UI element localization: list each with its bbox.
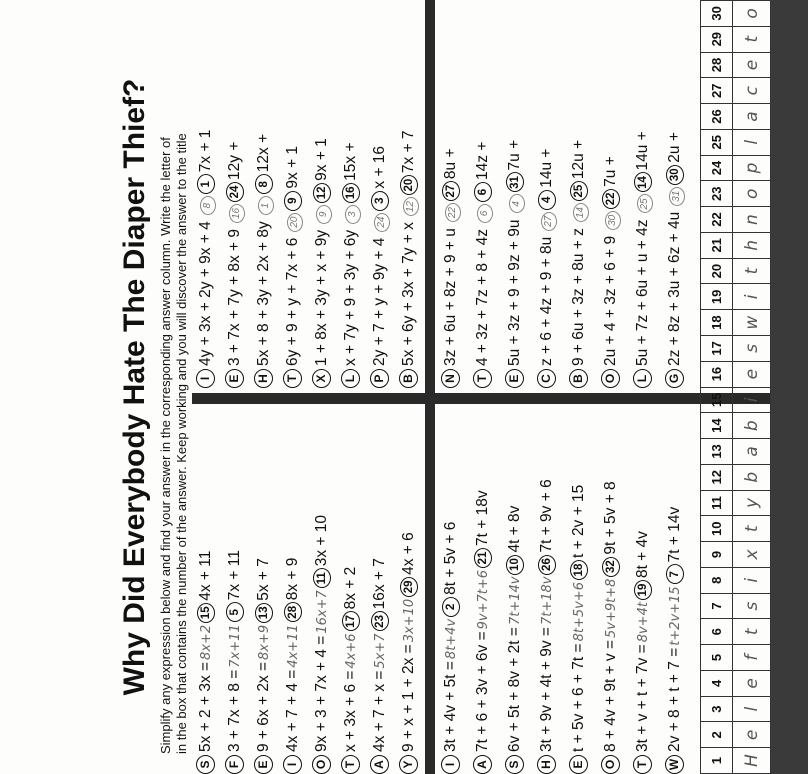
grid-number-cell: 30 [701,1,733,27]
grid-number-cell: 8 [701,567,733,593]
problem-expression: 9 + 6u + 3z + 8u + z [570,228,587,366]
problem-row [505,506,525,774]
problem-expression: t + 5v + 6 + 7t = [570,643,587,752]
problem-expression: 9 + 6x + 2x = [255,661,272,752]
grid-letter-cell[interactable]: e [733,670,770,696]
grid-dark-cell [770,670,807,696]
answer-number-circle: 18 [570,560,588,580]
grid-dark-cell [770,232,807,258]
grid-letter-cell[interactable]: l [733,696,770,722]
problem-letter-circle: X [312,369,331,388]
grid-dark-cell [770,26,807,52]
grid-letter-cell[interactable]: i [733,387,770,413]
problem-letter-circle: H [254,369,273,388]
answer-expression: 4x + 11 [197,550,214,601]
problem-row [225,550,245,774]
problem-row [399,130,419,388]
handwritten-answer-tag: 4 [509,194,525,213]
grid-dark-cell [770,1,807,27]
problem-row [601,156,621,388]
grid-letter-cell[interactable]: e [733,52,770,78]
problem-expression: x + 3x + 6 = [342,670,359,752]
answer-expression: 5x + 7 [255,558,272,601]
problem-expression: 3 + 7x + 7y + 8x + 9 [226,228,243,366]
answer-number-circle: 32 [602,557,620,577]
problem-letter-circle: A [473,755,492,774]
grid-dark-cell [770,567,807,593]
grid-letter-cell[interactable]: a [733,104,770,130]
handwritten-answer-tag: 8 [200,196,216,215]
problem-letter-circle: S [196,755,215,774]
answer-expression: 8u + [442,148,459,180]
grid-dark-cell [770,516,807,542]
answer-number-circle: 12 [313,183,331,203]
grid-number-cell: 25 [701,129,733,155]
problem-letter-circle: C [537,369,556,388]
grid-number-cell: 10 [701,516,733,542]
problem-expression: 6y + 9 + y + 7x + 6 [284,237,301,366]
handwritten-answer-tag: 25 [637,194,653,213]
answer-number-circle: 8 [255,174,273,194]
grid-dark-cell [770,310,807,336]
problem-row [196,130,216,388]
answer-expression: 7x + 1 [197,129,214,173]
problem-letter-circle: I [441,755,460,774]
grid-number-row [701,1,733,774]
handwritten-answer-tag: 1 [258,196,274,215]
handwritten-work: 4x+11 [286,624,301,668]
answer-expression: 8t + 4v [634,531,651,579]
grid-letter-cell[interactable]: a [733,439,770,465]
grid-letter-cell[interactable]: b [733,464,770,490]
problem-row [505,140,525,388]
problem-row [341,143,361,389]
problem-row [473,142,493,388]
answer-expression: 9x + 1 [284,145,301,189]
problem-letter-circle: E [254,755,273,774]
grid-dark-cell [770,284,807,310]
grid-letter-cell[interactable]: h [733,232,770,258]
grid-dark-cell [770,696,807,722]
grid-dark-cell [770,387,807,413]
problem-letter-circle: I [283,755,302,774]
grid-number-cell: 6 [701,619,733,645]
handwritten-answer-tag: 22 [445,203,461,222]
grid-number-cell: 28 [701,52,733,78]
grid-dark-cell [770,52,807,78]
problem-row [633,131,653,388]
problem-row [441,522,461,774]
problem-row [665,507,685,774]
handwritten-answer-tag: 6 [477,204,493,223]
answer-number-circle: 25 [570,181,588,201]
grid-number-cell: 15 [701,387,733,413]
handwritten-work: 5x+7 [373,633,388,669]
answer-number-circle: 22 [602,189,620,209]
handwritten-work: 7t+14v [508,576,523,626]
grid-dark-cell [770,413,807,439]
answer-number-circle: 14 [634,172,652,192]
answer-expression: 4x + 6 [400,532,417,575]
grid-dark-row [770,1,807,774]
answer-number-circle: 24 [226,182,244,202]
grid-dark-cell [770,619,807,645]
answer-expression: 9t + 5v + 8 [602,481,619,555]
problem-expression: 1 + 8x + 3y + x + 9y [313,229,330,366]
answer-expression: 14u + [538,148,555,188]
answer-expression: 14z + [474,141,491,180]
problem-expression: 4x + 7 + x = [371,670,388,752]
problem-letter-circle: L [633,369,652,388]
answer-expression: 12x + [255,133,272,173]
handwritten-answer-tag: 3 [345,205,361,224]
answer-expression: 4t + 8v [506,505,523,553]
problem-expression: 5x + 2 + 3x = [197,661,214,752]
problem-row [254,134,274,388]
grid-number-cell: 24 [701,155,733,181]
handwritten-work: 8x+9 [257,624,272,660]
problem-row [665,132,685,388]
answer-grid [700,0,808,774]
problem-letter-circle: Y [399,755,418,774]
grid-letter-cell[interactable]: H [733,748,770,774]
grid-letter-cell[interactable]: y [733,490,770,516]
problem-letter-circle: T [341,755,360,774]
problem-letter-circle: L [341,369,360,388]
problem-letter-circle: E [505,369,524,388]
problem-letter-circle: T [473,369,492,388]
grid-number-cell: 4 [701,670,733,696]
answer-number-circle: 10 [506,555,524,575]
grid-dark-cell [770,464,807,490]
problem-letter-circle: G [665,369,684,388]
problem-letter-circle: B [399,369,418,388]
grid-dark-cell [770,129,807,155]
grid-letter-cell[interactable]: c [733,78,770,104]
handwritten-answer-tag: 16 [229,204,245,223]
answer-number-circle: 7 [666,564,684,584]
problem-letter-circle: F [225,755,244,774]
problem-letter-circle: B [569,369,588,388]
grid-number-cell: 16 [701,361,733,387]
grid-number-cell: 18 [701,310,733,336]
problem-letter-circle: H [537,755,556,774]
answer-number-circle: 6 [474,182,492,202]
grid-number-cell: 27 [701,78,733,104]
grid-letter-row [733,1,770,774]
answer-number-circle: 27 [442,181,460,201]
grid-number-cell: 22 [701,207,733,233]
answer-expression: 12u + [570,139,587,180]
handwritten-work: 8t+4v [444,618,459,660]
problem-row [196,551,216,774]
grid-number-cell: 23 [701,181,733,207]
answer-number-circle: 11 [313,568,331,588]
problem-row [283,146,303,388]
answer-number-circle: 20 [400,175,418,195]
grid-dark-cell [770,490,807,516]
grid-letter-cell[interactable]: i [733,284,770,310]
handwritten-work: t+2v+15 [668,586,683,646]
problem-expression: 3 + 7x + 8 = [226,669,243,752]
answer-expression: 7t + 18v [474,490,491,546]
problem-row [312,138,332,388]
problem-row [633,531,653,774]
problem-expression: z + 6 + 4z + 9 + 8u [538,236,555,366]
grid-number-cell: 3 [701,696,733,722]
problem-row [441,149,461,389]
grid-dark-cell [770,748,807,774]
answer-number-circle: 29 [400,577,418,597]
answer-expression: 8x + 9 [284,557,301,601]
grid-dark-cell [770,78,807,104]
grid-letter-cell[interactable]: o [733,181,770,207]
handwritten-work: 7x+11 [228,624,243,668]
problem-expression: 5x + 6y + 3x + 7y + x [400,222,417,366]
answer-number-circle: 28 [284,602,302,622]
answer-number-circle: 23 [371,611,389,631]
answer-number-circle: 2 [442,597,460,617]
problem-expression: 2v + 8 + t + 7 = [666,647,683,752]
problem-letter-circle: T [283,369,302,388]
grid-number-cell: 9 [701,542,733,568]
answer-number-circle: 9 [284,191,302,211]
handwritten-answer-tag: 24 [374,213,390,232]
answer-number-circle: 3 [371,191,389,211]
problem-expression: 8 + 4v + 9t + v = [602,639,619,752]
grid-dark-cell [770,645,807,671]
problem-expression: 9 + x + 1 + 2x = [400,644,417,752]
grid-number-cell: 17 [701,335,733,361]
grid-number-cell: 7 [701,593,733,619]
handwritten-work: 16x+7 [315,590,330,634]
problem-row [370,558,390,774]
grid-letter-cell[interactable]: n [733,207,770,233]
grid-dark-cell [770,104,807,130]
problem-row [569,485,589,774]
grid-dark-cell [770,361,807,387]
problem-expression: 2y + 7 + y + 9y + 4 [371,237,388,366]
instructions-line-1: Simplify any expression below and find your answer in the corresponding answer column. Write the letter of [158,137,173,754]
problem-row [370,146,390,388]
problem-expression: 5u + 3z + 9 + 9z + 9u [506,219,523,366]
answer-expression: 12y + [226,141,243,180]
problem-expression: 3t + v + t + 7v = [634,644,651,752]
grid-letter-cell[interactable]: i [733,567,770,593]
answer-expression: t + 2v + 15 [570,484,587,559]
problem-row [399,532,419,774]
problem-letter-circle: E [225,369,244,388]
problem-row [569,140,589,388]
answer-expression: 14u + [634,131,651,171]
handwritten-answer-tag: 30 [605,211,621,230]
handwritten-work: 4x+6 [344,633,359,669]
grid-letter-cell[interactable]: t [733,516,770,542]
answer-expression: 9x + 1 [313,138,330,181]
grid-letter-cell[interactable]: p [733,155,770,181]
handwritten-answer-tag: 12 [403,197,419,216]
grid-number-cell: 13 [701,439,733,465]
answer-expression: 16x + 7 [371,558,388,610]
grid-dark-cell [770,335,807,361]
answer-number-circle: 13 [255,603,273,623]
answer-expression: x + 16 [371,145,388,189]
grid-dark-cell [770,542,807,568]
answer-expression: 7t + 9v + 6 [538,479,555,553]
problem-expression: 4y + 3x + 2y + 9x + 4 [197,221,214,366]
problem-letter-circle: O [601,369,620,388]
answer-expression: 7x + 11 [226,550,243,601]
problem-letter-circle: N [441,369,460,388]
grid-number-cell: 5 [701,645,733,671]
grid-letter-cell[interactable]: e [733,361,770,387]
answer-expression: 8t + 5v + 6 [442,521,459,595]
problem-letter-circle: O [312,755,331,774]
grid-letter-cell[interactable]: t [733,258,770,284]
grid-number-cell: 26 [701,104,733,130]
handwritten-answer-tag: 31 [669,187,685,206]
grid-letter-cell[interactable]: t [733,26,770,52]
problem-row [312,515,332,774]
problem-expression: 5u + 7z + 6u + u + 4z [634,219,651,366]
grid-number-cell: 20 [701,258,733,284]
grid-letter-cell[interactable]: t [733,619,770,645]
handwritten-work: 9v+7t+6 [476,569,491,630]
grid-letter-cell[interactable]: x [733,542,770,568]
handwritten-work: 7t+18v [540,576,555,626]
grid-dark-cell [770,439,807,465]
problem-expression: x + 7y + 9 + 3y + 6y [342,229,359,366]
problem-row [225,142,245,388]
answer-number-circle: 5 [226,602,244,622]
problem-expression: 4 + 3z + 7z + 8 + 4z [474,228,491,366]
grid-dark-cell [770,207,807,233]
answer-expression: 3x + 10 [313,514,330,567]
answer-expression: 7u + [602,156,619,187]
horizontal-divider [425,0,435,774]
problem-expression: 3t + 9v + 4t + 9v = [538,627,555,752]
answer-number-circle: 15 [197,603,215,623]
answer-number-circle: 1 [197,174,215,194]
grid-number-cell: 14 [701,413,733,439]
grid-letter-cell[interactable]: s [733,593,770,619]
grid-letter-cell[interactable]: f [733,645,770,671]
problem-letter-circle: E [569,755,588,774]
handwritten-work: 5v+9t+8 [604,578,619,638]
grid-number-cell: 12 [701,464,733,490]
answer-expression: 7x + 7 [400,130,417,174]
answer-expression: 7t + 14v [666,506,683,563]
answer-number-circle: 4 [538,190,556,210]
problem-letter-circle: I [196,369,215,388]
grid-dark-cell [770,155,807,181]
grid-dark-cell [770,181,807,207]
problem-expression: 3t + 4v + 5t = [442,661,459,752]
answer-expression: 15x + [342,142,359,181]
grid-dark-cell [770,722,807,748]
answer-expression: 2u + [666,132,683,163]
problem-expression: 4x + 7 + 4 = [284,669,301,752]
grid-letter-cell[interactable]: b [733,413,770,439]
answer-number-circle: 21 [474,548,492,568]
grid-letter-cell[interactable]: o [733,1,770,27]
problem-expression: 6v + 5t + 8v + 2t = [506,627,523,752]
problem-letter-circle: S [505,755,524,774]
handwritten-answer-tag: 27 [541,212,557,231]
grid-number-cell: 11 [701,490,733,516]
answer-number-circle: 16 [342,183,360,203]
answer-number-circle: 26 [538,555,556,575]
handwritten-answer-tag: 14 [573,203,589,222]
handwritten-work: 8t+5v+6 [572,582,587,642]
answer-expression: 7u + [506,139,523,171]
grid-number-cell: 2 [701,722,733,748]
grid-number-cell: 1 [701,748,733,774]
answer-number-circle: 17 [342,611,360,631]
grid-letter-cell[interactable]: e [733,722,770,748]
instructions-line-2: in the box that contains the number of the answer. Keep working and you will discover the answer to the title [174,133,189,754]
grid-dark-cell [770,258,807,284]
problem-row [537,149,557,389]
problem-letter-circle: A [370,755,389,774]
problem-row [341,567,361,774]
worksheet-title: Why Did Everybody Hate The Diaper Thief? [118,78,151,696]
handwritten-work: 8v+4t [636,602,651,643]
grid-number-cell: 21 [701,232,733,258]
problem-row [283,558,303,774]
problem-letter-circle: W [665,755,684,774]
problem-expression: 5x + 8 + 3y + 2x + 8y [255,221,272,366]
problem-expression: 2u + 4 + 3z + 6 + 9 [602,235,619,366]
grid-letter-cell[interactable]: s [733,335,770,361]
grid-letter-cell[interactable]: w [733,310,770,336]
handwritten-answer-tag: 20 [287,213,303,232]
problem-row [473,490,493,774]
grid-number-cell: 19 [701,284,733,310]
problem-row [601,481,621,774]
handwritten-work: 8x+2 [199,624,214,660]
problem-expression: 7t + 6 + 3v + 6v = [474,631,491,752]
answer-number-circle: 31 [506,172,524,192]
problem-row [537,479,557,774]
handwritten-work: 3x+10 [402,598,417,643]
handwritten-answer-tag: 9 [316,205,332,224]
problem-expression: 3z + 6u + 8z + 9 + u [442,228,459,366]
grid-dark-cell [770,593,807,619]
answer-expression: 8x + 2 [342,566,359,610]
problem-expression: 2z + 8z + 3u + 6z + 4u [666,211,683,366]
problem-letter-circle: T [633,755,652,774]
grid-letter-cell[interactable]: l [733,129,770,155]
problem-letter-circle: P [370,369,389,388]
problem-row [254,558,274,774]
problem-expression: 9x + 3 + 7x + 4 = [313,635,330,752]
answer-number-circle: 19 [634,580,652,600]
problem-letter-circle: O [601,755,620,774]
grid-number-cell: 29 [701,26,733,52]
answer-number-circle: 30 [666,165,684,185]
